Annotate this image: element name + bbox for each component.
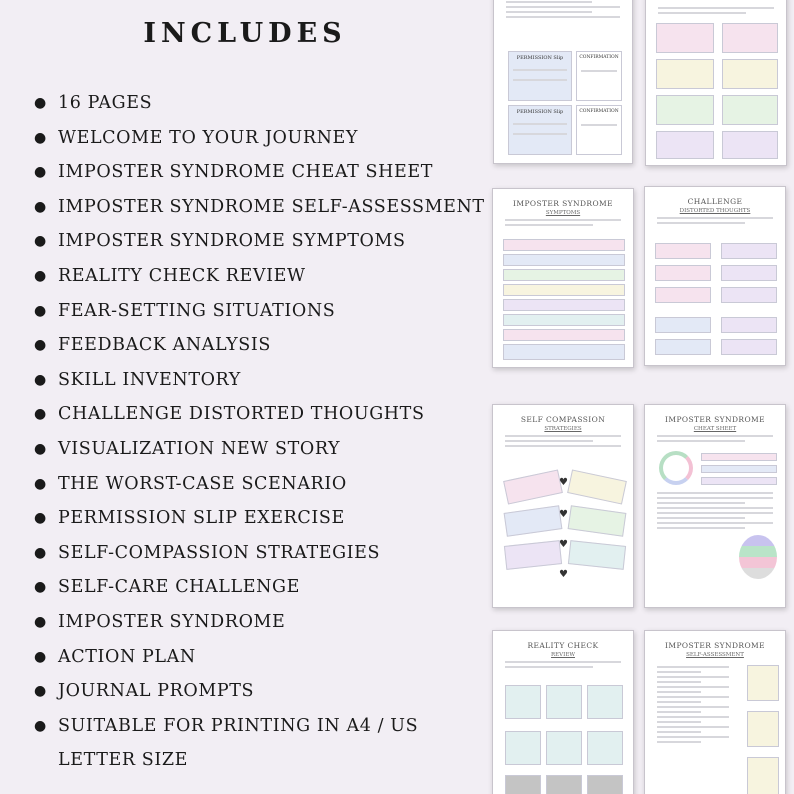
permission-slip-title: PERMISSION Slip — [516, 109, 564, 115]
list-item — [34, 536, 504, 571]
heart-icon: ♥ — [559, 477, 568, 488]
list-item-text: THE WORST-CASE SCENARIO — [58, 473, 347, 494]
page-preview-title: REALITY CHECK — [527, 641, 599, 650]
list-item — [34, 674, 504, 709]
list-item — [34, 86, 504, 121]
bullet-icon: ● — [34, 164, 47, 181]
bullet-icon: ● — [34, 129, 47, 146]
list-item — [34, 467, 504, 502]
bullet-icon: ● — [34, 233, 47, 250]
list-item-text: CHALLENGE DISTORTED THOUGHTS — [58, 404, 425, 425]
bullet-icon: ● — [34, 371, 47, 388]
page-preview-subtitle: STRATEGIES — [544, 426, 582, 432]
bullet-icon: ● — [34, 337, 47, 354]
list-item — [34, 432, 504, 467]
page-preview-title: IMPOSTER SYNDROME — [665, 641, 765, 650]
list-item — [34, 570, 504, 605]
list-item-text: SUITABLE FOR PRINTING IN A4 / US — [58, 715, 419, 736]
list-item-text: WELCOME TO YOUR JOURNEY — [58, 127, 359, 148]
bullet-icon: ● — [34, 475, 47, 492]
page-preview-title: SELF COMPASSION — [520, 415, 606, 424]
page-preview-subtitle: REVIEW — [551, 652, 575, 658]
list-item — [34, 363, 504, 398]
list-item — [34, 743, 504, 778]
list-item-text: FEAR-SETTING SITUATIONS — [58, 300, 336, 321]
page-preview-subtitle: SYMPTOMS — [545, 210, 581, 216]
page-preview-fear-setting — [645, 0, 787, 166]
list-item-text: IMPOSTER SYNDROME SYMPTOMS — [58, 231, 406, 252]
permission-slip-title: PERMISSION Slip — [516, 55, 564, 61]
page-preview-permission-slip — [493, 0, 633, 164]
page-preview-title: CHALLENGE — [687, 197, 743, 206]
bullet-icon: ● — [34, 198, 47, 215]
bullet-icon: ● — [34, 613, 47, 630]
list-item-text: FEEDBACK ANALYSIS — [58, 335, 271, 356]
bullet-icon: ● — [34, 406, 47, 423]
list-item-text: SELF-COMPASSION STRATEGIES — [58, 542, 381, 563]
page-preview-title: IMPOSTER SYNDROME — [665, 415, 765, 424]
bullet-icon: ● — [34, 579, 47, 596]
list-item — [34, 259, 504, 294]
list-item-text: IMPOSTER SYNDROME SELF-ASSESSMENT — [58, 196, 485, 217]
bullet-icon: ● — [34, 683, 47, 700]
confirmation-label: CONFIRMATION — [579, 55, 619, 60]
list-item-text: VISUALIZATION NEW STORY — [58, 438, 341, 459]
causes-circle-icon — [659, 451, 693, 485]
list-item-text: JOURNAL PROMPTS — [58, 681, 255, 702]
list-item — [34, 224, 504, 259]
heart-icon: ♥ — [559, 569, 568, 580]
list-item-text: IMPOSTER SYNDROME CHEAT SHEET — [58, 162, 434, 183]
list-item — [34, 640, 504, 675]
list-item — [34, 605, 504, 640]
includes-list — [34, 86, 504, 778]
bullet-icon: ● — [34, 544, 47, 561]
page-preview-cheat-sheet — [644, 404, 786, 608]
heart-icon: ♥ — [559, 509, 568, 520]
list-item-text: PERMISSION SLIP EXERCISE — [58, 508, 345, 529]
list-item — [34, 328, 504, 363]
bullet-icon: ● — [34, 510, 47, 527]
page-preview-symptoms — [492, 188, 634, 368]
bullet-icon: ● — [34, 717, 47, 734]
page-preview-challenge — [644, 186, 786, 366]
list-item-text: 16 PAGES — [58, 93, 153, 113]
page-preview-subtitle: CHEAT SHEET — [693, 426, 737, 432]
list-item-text: SKILL INVENTORY — [58, 369, 241, 390]
page-preview-subtitle: DISTORTED THOUGHTS — [679, 208, 751, 214]
list-item — [34, 294, 504, 329]
list-item — [34, 709, 504, 744]
list-item-text: SELF-CARE CHALLENGE — [58, 577, 300, 598]
heart-icon: ♥ — [559, 539, 568, 550]
page-preview-subtitle: SELF-ASSESSMENT — [686, 652, 744, 658]
list-item-text: REALITY CHECK REVIEW — [58, 265, 306, 286]
page-preview-self-compassion — [492, 404, 634, 608]
bullet-icon: ● — [34, 440, 47, 457]
bullet-icon: ● — [34, 648, 47, 665]
page-preview-self-assessment — [644, 630, 786, 794]
list-item-text: IMPOSTER SYNDROME — [58, 611, 286, 632]
page-preview-reality-check — [492, 630, 634, 794]
confirmation-label: CONFIRMATION — [579, 109, 619, 114]
list-item — [34, 155, 504, 190]
list-item-text: LETTER SIZE — [58, 750, 189, 771]
bullet-icon: ● — [34, 267, 47, 284]
list-item — [34, 501, 504, 536]
list-item — [34, 190, 504, 225]
page-preview-title: IMPOSTER SYNDROME — [513, 199, 613, 208]
strategy-circle-icon — [739, 535, 777, 579]
list-item-text: ACTION PLAN — [58, 646, 196, 667]
list-item — [34, 397, 504, 432]
list-item — [34, 121, 504, 156]
bullet-icon: ● — [34, 302, 47, 319]
page-heading: INCLUDES — [143, 18, 347, 49]
bullet-icon: ● — [34, 95, 47, 111]
